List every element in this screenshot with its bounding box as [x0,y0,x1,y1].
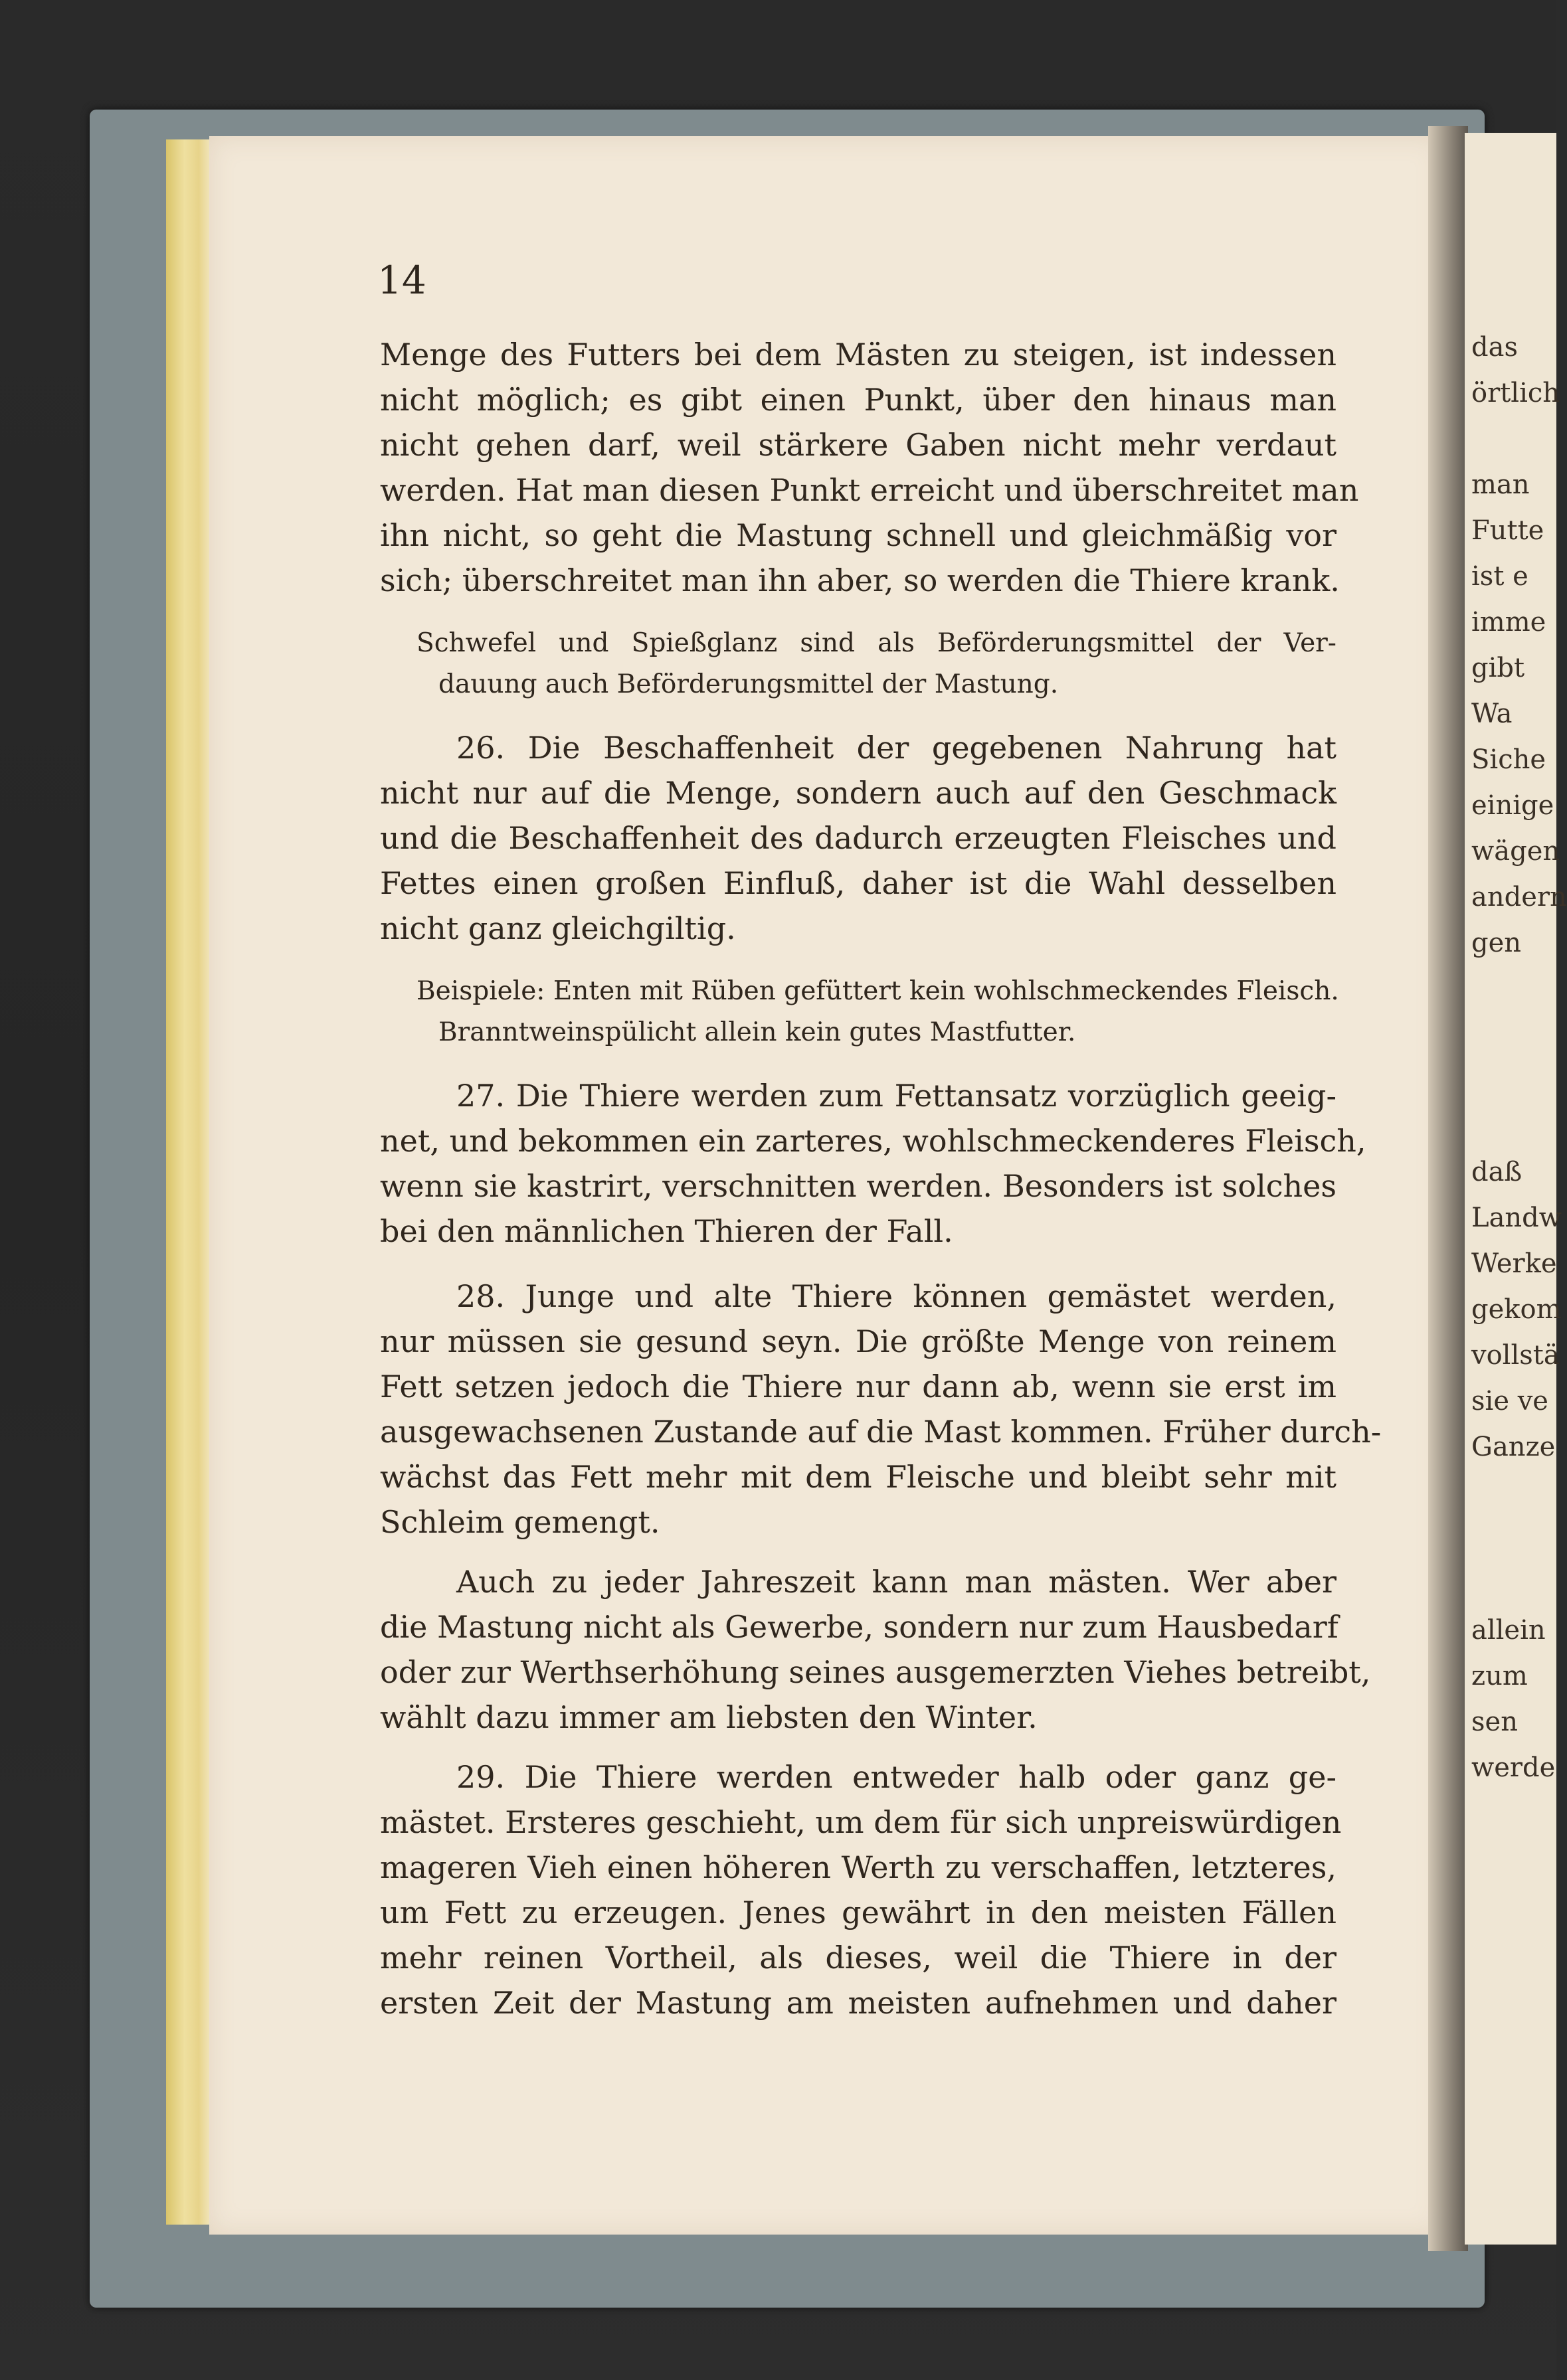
paragraph-gap [380,705,1337,725]
next-page-fragment: werde [1471,1752,1556,1783]
next-page-fragment: örtlich [1471,378,1560,408]
next-page-fragment: einige [1471,790,1554,821]
paragraph-gap [380,1740,1337,1754]
next-page-fragment: man [1471,469,1530,500]
note-line: Branntweinspülicht allein kein gutes Mastfutter. [438,1017,1076,1047]
next-page-fragment: allein [1471,1615,1546,1646]
note-line: Schwefel und Spießglanz sind als Beförderungsmittel der Ver- [416,628,1337,658]
text-line: nicht gehen darf, weil stärkere Gaben nicht mehr verdaut [380,427,1337,463]
next-page-edge [1465,133,1567,2245]
text-line: Fett setzen jedoch die Thiere nur dann ab, wenn sie erst im [380,1369,1337,1404]
text-line: bei den männlichen Thieren der Fall. [380,1213,953,1249]
text-line: wählt dazu immer am liebsten den Winter. [380,1699,1038,1735]
text-line: nicht möglich; es gibt einen Punkt, über den hinaus man [380,382,1337,418]
next-page-fragment: das [1471,332,1518,363]
note-line: dauung auch Beförderungsmittel der Mastung. [438,669,1059,699]
text-line: mageren Vieh einen höheren Werth zu verschaffen, letzteres, [380,1849,1337,1885]
note-line: Beispiele: Enten mit Rüben gefüttert kein wohlschmeckendes Fleisch. [416,976,1339,1006]
text-line: oder zur Werthserhöhung seines ausgemerzten Viehes betreibt, [380,1654,1371,1690]
page-number: 14 [377,258,426,303]
next-page-fragment: imme [1471,607,1546,638]
next-page-fragment: ist e [1471,561,1528,592]
text-line: Menge des Futters bei dem Mästen zu steigen, ist indessen [380,337,1337,373]
next-page-fragment: andern [1471,882,1567,912]
paragraph-gap [380,603,1337,623]
page-edges [166,139,213,2225]
text-line: sich; überschreitet man ihn aber, so werden die Thiere krank. [380,562,1340,598]
book-gutter [1428,126,1468,2251]
paragraph-gap [380,1053,1337,1073]
text-line: werden. Hat man diesen Punkt erreicht und überschreitet man [380,472,1359,508]
text-line: Schleim gemengt. [380,1504,660,1540]
text-line: nicht ganz gleichgiltig. [380,910,736,946]
next-page-fragment: sen [1471,1707,1518,1737]
text-line: um Fett zu erzeugen. Jenes gewährt in den meisten Fällen [380,1895,1337,1930]
next-page-fragment: Ganze [1471,1432,1556,1462]
next-page-fragment: gibt [1471,653,1525,683]
page-text [380,332,1382,2025]
next-page-fragment: Futte [1471,515,1544,546]
text-line: mästet. Ersteres geschieht, um dem für sich unpreiswürdigen [380,1804,1342,1840]
text-line: wächst das Fett mehr mit dem Fleische und bleibt sehr mit [380,1459,1337,1495]
text-line: nur müssen sie gesund seyn. Die größte Menge von reinem [380,1323,1337,1359]
next-page-fragment: Landw [1471,1203,1562,1233]
text-line: net, und bekommen ein zarteres, wohlschmeckenderes Fleisch, [380,1123,1366,1159]
text-line: und die Beschaffenheit des dadurch erzeugten Fleisches und [380,820,1337,856]
next-page-fragment: Siche [1471,744,1546,775]
next-page-fragment: gekom [1471,1294,1562,1325]
paragraph-first-line: 26. Die Beschaffenheit der gegebenen Nahrung hat [456,730,1337,766]
paragraph-first-line: 27. Die Thiere werden zum Fettansatz vorzüglich geeig- [456,1078,1337,1114]
text-line: nicht nur auf die Menge, sondern auch auf den Geschmack [380,775,1337,811]
text-line: ihn nicht, so geht die Mastung schnell und gleichmäßig vor [380,517,1337,553]
text-line: Fettes einen großen Einfluß, daher ist die Wahl desselben [380,865,1337,901]
text-line: ersten Zeit der Mastung am meisten aufnehmen und daher [380,1985,1337,2021]
next-page-fragment: zum [1471,1661,1528,1691]
paragraph-first-line: 29. Die Thiere werden entweder halb oder ganz ge- [456,1759,1337,1795]
paragraph-first-line: 28. Junge und alte Thiere können gemästet werden, [456,1278,1337,1314]
next-page-fragment: Wa [1471,699,1513,729]
next-page-fragment: gen [1471,928,1522,958]
paragraph-first-line: Auch zu jeder Jahreszeit kann man mästen. Wer aber [456,1564,1337,1600]
text-line: mehr reinen Vortheil, als dieses, weil die Thiere in der [380,1940,1337,1976]
next-page-fragment: sie ve [1471,1386,1548,1416]
next-page-fragment: daß [1471,1157,1522,1187]
text-line: die Mastung nicht als Gewerbe, sondern nur zum Hausbedarf [380,1609,1338,1645]
text-line: wenn sie kastrirt, verschnitten werden. Besonders ist solches [380,1168,1337,1204]
text-line: ausgewachsenen Zustande auf die Mast kommen. Früher durch- [380,1414,1382,1450]
next-page-fragment: vollstä [1471,1340,1560,1371]
paragraph-gap [380,951,1337,971]
next-page-fragment: Werke [1471,1248,1557,1279]
next-page-fragment: wägen [1471,836,1560,867]
paragraph-gap [380,1254,1337,1274]
paragraph-gap [380,1545,1337,1559]
